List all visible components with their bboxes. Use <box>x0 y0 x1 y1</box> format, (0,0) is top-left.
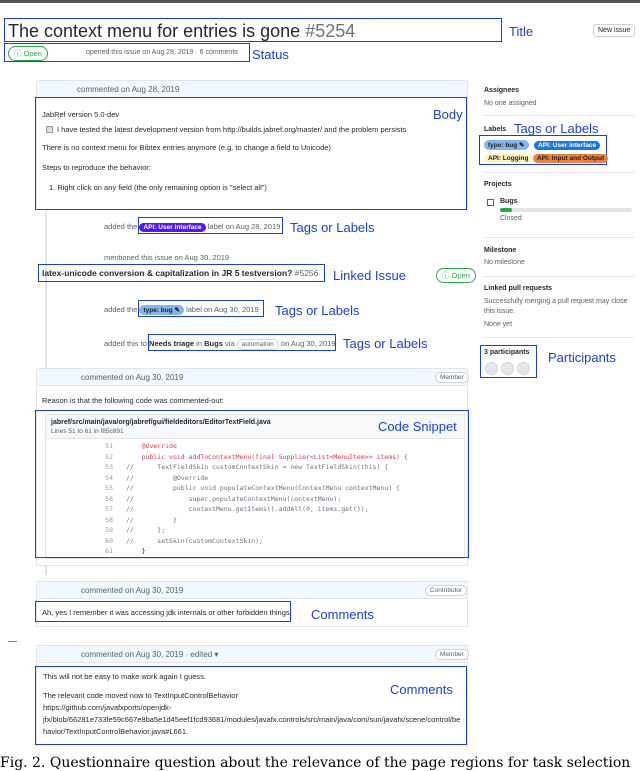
labels-title[interactable]: Labels <box>484 126 507 133</box>
comment3-header-text: commented on Aug 30, 2019 <box>81 586 184 595</box>
annot-linked-box <box>38 264 325 282</box>
annot-tags4-label: Tags or Labels <box>514 121 599 136</box>
figure-caption: Fig. 2. Questionnaire question about the relevance of the page regions for task selection <box>0 755 631 771</box>
event4-pre: added this to <box>104 339 147 348</box>
event3-pre: added the <box>104 305 138 314</box>
linked-pr-value: None yet <box>484 321 513 328</box>
comment4-role-badge: Member <box>435 649 469 660</box>
comment3-header <box>36 581 468 599</box>
top-border <box>0 0 640 3</box>
projects-title[interactable]: Projects <box>484 181 512 188</box>
sidebar-separator-4 <box>484 276 634 277</box>
event4-in: in <box>196 339 203 348</box>
project-progress-bar <box>500 208 632 212</box>
annot-participants-label: Participants <box>548 350 616 365</box>
code-line-number[interactable]: 56 <box>105 494 113 503</box>
code-line: // contextMenu.getItems().addAll(0, items.get()); <box>126 505 369 513</box>
comment2-header <box>36 368 468 386</box>
sidebar-project-status: Closed <box>500 215 522 222</box>
assignees-value: No one assigned <box>484 100 537 107</box>
new-issue-button[interactable]: New issue <box>593 24 635 37</box>
comment1-line2: There is no context menu for Bibtex entries anymore (e.g. to change a field to Unicode) <box>42 143 331 152</box>
linked-issue-title[interactable]: latex-unicode conversion & capitalization in JR 5 testversion? <box>42 268 293 278</box>
annot-tags1-box <box>138 217 283 234</box>
code-line-number[interactable]: 57 <box>105 505 113 513</box>
annot-status-box <box>4 43 250 62</box>
event3-post: label on Aug 30, 2019 <box>186 305 259 314</box>
sidebar-label-type-bug-text: type: bug ✎ <box>484 140 529 150</box>
label-api-user-interface[interactable]: API: User interface <box>139 223 205 232</box>
comment4-link-3[interactable]: havior/TextInputControlBehavior.java#L661. <box>43 727 189 736</box>
code-line: // }; <box>126 526 166 534</box>
sidebar-label-input-output[interactable] <box>533 153 608 163</box>
issue-title-text: The context menu for entries is gone <box>8 21 301 41</box>
annot-tags3-label: Tags or Labels <box>343 336 428 351</box>
code-line-number[interactable]: 55 <box>105 484 113 492</box>
code-line-number[interactable]: 54 <box>105 473 113 482</box>
participants-title: 3 participants <box>484 349 530 356</box>
annot-participants-box <box>480 345 537 378</box>
linked-pr-desc: Successfully merging a pull request may close this issue. <box>484 298 628 315</box>
annot-body-box <box>35 97 467 210</box>
annot-title-label: Title <box>509 24 534 39</box>
comment2-header-text: commented on Aug 30, 2019 <box>81 373 184 382</box>
comment4-link-2[interactable]: jfx/blob/66281e733fe59c667e8ba5e1d45eef1fcd93681/modules/javafx.controls/src/main/java/com/sun/javafx/scene/control/be <box>43 715 461 724</box>
sidebar-label-user-interface-text: API: User interface <box>534 141 600 150</box>
project-board[interactable]: Bugs <box>204 339 223 348</box>
code-line-number[interactable]: 53 <box>105 463 113 471</box>
code-line-number[interactable]: 61 <box>105 547 113 555</box>
code-line-number[interactable]: 52 <box>105 452 113 461</box>
code-line-number[interactable]: 58 <box>105 515 113 524</box>
sidebar-separator-3 <box>484 237 634 238</box>
milestone-value: No milestone <box>484 259 525 266</box>
sidebar-project-name[interactable]: Bugs <box>500 198 518 205</box>
code-file-link[interactable]: jabref/src/main/java/org/jabref/gui/fieldeditors/EditorTextField.java <box>51 419 271 426</box>
comment1-header-text: commented on Aug 28, 2019 <box>77 85 180 94</box>
event1-pre: added the <box>104 222 138 231</box>
comment4-p2: The relevant code moved now to TextInputControlBehavior <box>43 691 238 700</box>
code-line-number[interactable]: 51 <box>105 442 113 450</box>
timeline-break <box>8 641 17 642</box>
comment3-role-badge: Contributor <box>425 585 467 596</box>
comment1-step1: 1. Right click on any field (the only remaining option is "select all") <box>49 183 267 192</box>
code-lines-link[interactable]: Lines 51 to 61 in f85c891 <box>51 428 124 435</box>
code-line-number[interactable]: 59 <box>105 526 113 534</box>
comment2-reason: Reason is that the following code was commented-out: <box>42 396 224 405</box>
project-progress-fill <box>500 208 512 212</box>
annot-tags2-box <box>138 300 264 317</box>
annot-body-label: Body <box>433 107 463 122</box>
sidebar-label-logging[interactable] <box>484 153 532 163</box>
code-line: // super.populateContextMenu(contextMenu); <box>126 494 342 503</box>
annot-comments1-label: Comments <box>311 607 374 622</box>
sidebar-label-type-bug[interactable] <box>484 140 529 150</box>
comment4-link-1[interactable]: https://github.com/javafxports/openjdk- <box>43 703 172 712</box>
comment4-header <box>36 645 468 663</box>
milestone-title[interactable]: Milestone <box>484 247 517 254</box>
annot-linked-label: Linked Issue <box>333 268 406 283</box>
code-line: } <box>126 547 146 555</box>
comment4-header-text: commented on Aug 30, 2019 · edited ▾ <box>81 650 219 659</box>
code-line: public void addToContextMenu(final Supplier<List<MenuItem>> items) { <box>126 452 408 461</box>
project-column[interactable]: Needs triage <box>149 339 195 348</box>
status-badge-text: Open <box>23 49 42 58</box>
issue-number: #5254 <box>305 21 356 41</box>
event1-post: label on Aug 28, 2019 <box>207 222 281 231</box>
event4-via: via <box>224 339 235 348</box>
automation-badge: automation <box>237 339 279 350</box>
annot-tags2-label: Tags or Labels <box>275 303 360 318</box>
linked-pr-title[interactable]: Linked pull requests <box>484 285 553 292</box>
code-line-number[interactable]: 60 <box>105 536 113 545</box>
assignees-title[interactable]: Assignees <box>484 87 520 94</box>
event4-post: on Aug 30, 2019 <box>280 339 336 348</box>
annot-title-box <box>4 18 502 42</box>
comment2-role-badge: Member <box>435 372 469 383</box>
code-line: // setSkin(customContextSkin); <box>126 536 263 545</box>
code-line: // public void populateContextMenu(ContextMenu contextMenu) { <box>126 484 400 492</box>
comment1-steps-title: Steps to reproduce the behavior: <box>42 163 151 172</box>
annot-status-label: Status <box>252 47 289 62</box>
linked-issue-number: #5256 <box>294 268 319 278</box>
sidebar-separator-5 <box>484 337 634 338</box>
sidebar-separator-1 <box>484 115 634 116</box>
code-line: // TextFieldSkin customContextSkin = new TextFieldSkin(this) { <box>126 463 389 471</box>
annot-tags3-box <box>148 334 336 351</box>
comment1-header <box>36 80 468 98</box>
label-type-bug[interactable]: type: bug ✎ <box>139 305 184 315</box>
linked-status-text: Open <box>451 271 470 280</box>
annot-comments2-label: Comments <box>390 682 453 697</box>
code-line: // @Override <box>126 473 209 482</box>
comment1-version: JabRef version 5.0-dev <box>42 110 120 119</box>
sidebar-label-user-interface[interactable] <box>534 140 600 150</box>
status-badge: ⓘ Open <box>8 46 48 61</box>
event2-text: mentioned this issue on Aug 30, 2019 <box>104 253 230 262</box>
annot-tags1-label: Tags or Labels <box>290 220 375 235</box>
code-line: @Override <box>126 442 177 450</box>
comment1-checkbox-text: I have tested the latest development version from http://builds.jabref.org/master/ and the problem persists <box>57 125 407 134</box>
annot-comments1-box <box>35 601 291 622</box>
project-icon <box>487 199 494 206</box>
comment3-text: Ah, yes I remember it was accessing jdk internals or other forbidden things <box>42 608 290 617</box>
sidebar-label-logging-text: API: Logging <box>484 154 532 163</box>
sidebar-separator-2 <box>484 172 634 173</box>
linked-status-badge: ⓘ Open <box>436 268 476 283</box>
comment4-p1: This will not be easy to make work again I guess. <box>43 672 206 681</box>
code-line: // } <box>126 515 177 524</box>
sidebar-label-input-output-text: API: Input and Output <box>533 154 608 163</box>
status-meta: opened this issue on Aug 28, 2019 · 6 comments <box>86 49 238 56</box>
annot-code-label: Code Snippet <box>378 419 457 434</box>
